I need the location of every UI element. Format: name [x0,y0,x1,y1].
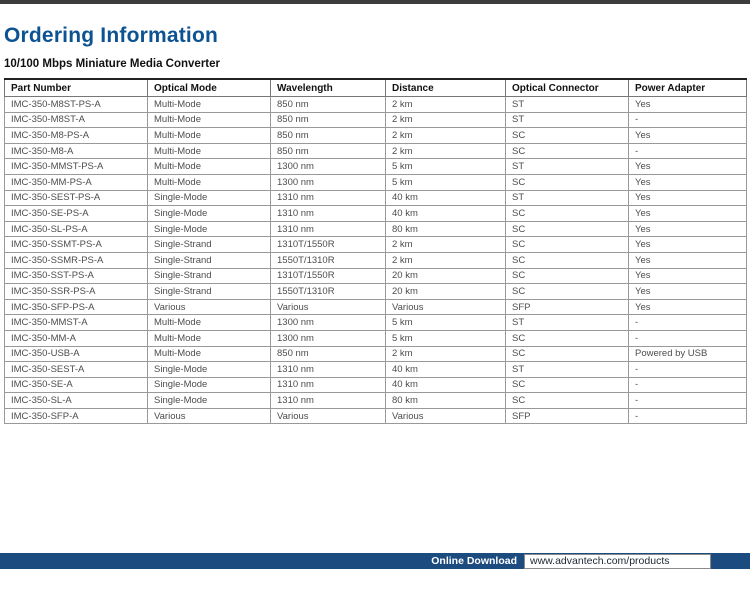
table-cell: Multi-Mode [148,143,271,159]
table-cell: SFP [506,299,629,315]
table-cell: Yes [629,97,747,113]
table-cell: Yes [629,299,747,315]
table-row [5,315,747,331]
column-header: Wavelength [271,79,386,97]
table-row [5,159,747,175]
table-cell: 1300 nm [271,315,386,331]
table-cell: 80 km [386,221,506,237]
table-row [5,143,747,159]
table-cell: Multi-Mode [148,112,271,128]
footer-bar [0,553,750,569]
table-cell: Yes [629,252,747,268]
table-cell: SC [506,346,629,362]
table-row [5,237,747,253]
table-cell: 850 nm [271,128,386,144]
table-cell: SC [506,237,629,253]
table-section-subtitle: 10/100 Mbps Miniature Media Converter [4,58,221,70]
table-cell: Powered by USB [629,346,747,362]
table-row [5,284,747,300]
table-cell: 40 km [386,362,506,378]
table-row [5,174,747,190]
table-cell: - [629,377,747,393]
table-cell: Single-Strand [148,237,271,253]
table-cell: Various [271,408,386,424]
table-cell: Multi-Mode [148,174,271,190]
table-cell: ST [506,112,629,128]
table-cell: Multi-Mode [148,128,271,144]
table-cell: 2 km [386,143,506,159]
table-cell: - [629,112,747,128]
table-cell: 1550T/1310R [271,252,386,268]
table-row [5,97,747,113]
table-cell: IMC-350-MMST-A [5,315,148,331]
table-cell: SC [506,377,629,393]
page-title: Ordering Information [4,24,218,47]
table-cell: Single-Strand [148,268,271,284]
table-cell: IMC-350-SSR-PS-A [5,284,148,300]
table-cell: 40 km [386,190,506,206]
table-cell: Yes [629,190,747,206]
table-row [5,128,747,144]
table-cell: 40 km [386,206,506,222]
table-cell: Various [148,408,271,424]
table-row [5,206,747,222]
table-cell: 20 km [386,268,506,284]
table-cell: 2 km [386,237,506,253]
table-cell: Multi-Mode [148,346,271,362]
column-header: Optical Mode [148,79,271,97]
table-cell: IMC-350-SSMR-PS-A [5,252,148,268]
table-cell: 1300 nm [271,174,386,190]
table-cell: IMC-350-SEST-PS-A [5,190,148,206]
column-header: Power Adapter [629,79,747,97]
table-cell: IMC-350-SEST-A [5,362,148,378]
table-cell: SC [506,330,629,346]
table-cell: - [629,393,747,409]
table-cell: SC [506,284,629,300]
table-cell: 850 nm [271,346,386,362]
table-cell: 850 nm [271,143,386,159]
table-header-row [5,79,747,97]
table-cell: 850 nm [271,97,386,113]
online-download-label: Online Download [431,555,517,567]
table-cell: ST [506,315,629,331]
table-cell: 2 km [386,128,506,144]
table-cell: Single-Mode [148,221,271,237]
table-cell: ST [506,190,629,206]
table-cell: 850 nm [271,112,386,128]
table-cell: 1310T/1550R [271,237,386,253]
table-cell: ST [506,159,629,175]
table-cell: SC [506,221,629,237]
table-cell: Yes [629,268,747,284]
table-cell: IMC-350-M8-A [5,143,148,159]
table-cell: Multi-Mode [148,97,271,113]
table-cell: Single-Strand [148,252,271,268]
table-cell: 40 km [386,377,506,393]
table-body [5,97,747,424]
table-cell: ST [506,97,629,113]
table-cell: ST [506,362,629,378]
table-cell: - [629,408,747,424]
table-cell: SC [506,143,629,159]
table-cell: 1300 nm [271,159,386,175]
table-row [5,221,747,237]
table-cell: IMC-350-SE-A [5,377,148,393]
table-cell: - [629,315,747,331]
table-cell: 2 km [386,252,506,268]
table-cell: SC [506,268,629,284]
table-cell: 1310 nm [271,377,386,393]
table-cell: 1300 nm [271,330,386,346]
table-cell: Various [386,408,506,424]
column-header: Optical Connector [506,79,629,97]
table-cell: Yes [629,237,747,253]
table-cell: Single-Strand [148,284,271,300]
table-cell: IMC-350-SSMT-PS-A [5,237,148,253]
table-cell: Multi-Mode [148,315,271,331]
table-cell: SC [506,252,629,268]
table-cell: 2 km [386,112,506,128]
table-cell: 5 km [386,315,506,331]
download-url-box[interactable] [524,554,711,569]
table-cell: Various [148,299,271,315]
table-cell: 1550T/1310R [271,284,386,300]
table-cell: 1310 nm [271,221,386,237]
table-cell: IMC-350-SFP-A [5,408,148,424]
table-cell: IMC-350-SL-A [5,393,148,409]
download-url-text[interactable]: www.advantech.com/products [530,555,670,567]
table-row [5,377,747,393]
table-cell: - [629,362,747,378]
table-row [5,112,747,128]
table-row [5,190,747,206]
table-cell: Yes [629,174,747,190]
table-cell: 1310T/1550R [271,268,386,284]
table-cell: SC [506,206,629,222]
table-cell: IMC-350-M8ST-PS-A [5,97,148,113]
table-cell: IMC-350-SFP-PS-A [5,299,148,315]
table-cell: 5 km [386,330,506,346]
table-cell: Single-Mode [148,206,271,222]
table-cell: IMC-350-MMST-PS-A [5,159,148,175]
table-cell: IMC-350-USB-A [5,346,148,362]
table-cell: 5 km [386,159,506,175]
table-cell: Single-Mode [148,377,271,393]
top-accent-bar [0,0,750,4]
table-row [5,362,747,378]
table-cell: Yes [629,128,747,144]
table-row [5,408,747,424]
column-header: Distance [386,79,506,97]
table-cell: Yes [629,221,747,237]
table-cell: 80 km [386,393,506,409]
table-cell: SC [506,393,629,409]
table-cell: Yes [629,159,747,175]
ordering-information-table [4,78,747,424]
table-cell: Multi-Mode [148,330,271,346]
table-row [5,393,747,409]
table-cell: 1310 nm [271,206,386,222]
table-cell: IMC-350-M8-PS-A [5,128,148,144]
table-cell: 1310 nm [271,362,386,378]
table-cell: 1310 nm [271,393,386,409]
column-header: Part Number [5,79,148,97]
table-cell: 20 km [386,284,506,300]
table-row [5,330,747,346]
table-row [5,252,747,268]
table-cell: SC [506,128,629,144]
table-cell: - [629,330,747,346]
table-cell: Various [386,299,506,315]
table-row [5,346,747,362]
table-cell: SC [506,174,629,190]
table-cell: - [629,143,747,159]
table-cell: Various [271,299,386,315]
table-cell: Single-Mode [148,190,271,206]
table-cell: 2 km [386,97,506,113]
table-row [5,299,747,315]
table-cell: Single-Mode [148,362,271,378]
table-cell: IMC-350-MM-A [5,330,148,346]
table-cell: Single-Mode [148,393,271,409]
table-cell: 1310 nm [271,190,386,206]
table-cell: IMC-350-SE-PS-A [5,206,148,222]
table-cell: IMC-350-MM-PS-A [5,174,148,190]
table-cell: SFP [506,408,629,424]
table-cell: Yes [629,206,747,222]
table-cell: IMC-350-M8ST-A [5,112,148,128]
table-cell: 5 km [386,174,506,190]
table-cell: Multi-Mode [148,159,271,175]
table-cell: IMC-350-SL-PS-A [5,221,148,237]
table-row [5,268,747,284]
table-cell: 2 km [386,346,506,362]
table-cell: Yes [629,284,747,300]
table-cell: IMC-350-SST-PS-A [5,268,148,284]
